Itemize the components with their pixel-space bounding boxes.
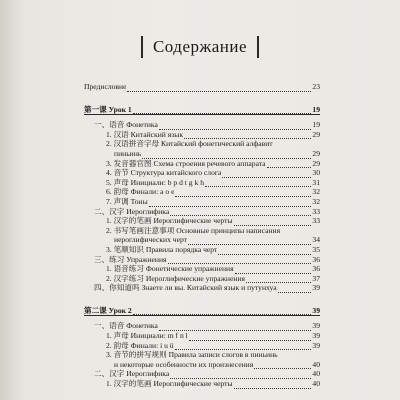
toc-entry bbox=[84, 274, 320, 284]
toc-entry-page: 36 bbox=[312, 254, 320, 264]
toc-entry-page: 19 bbox=[312, 104, 320, 114]
toc-entry-page: 33 bbox=[312, 216, 320, 226]
toc-entry-label: 二、汉字 Иероглифика bbox=[94, 206, 170, 216]
toc-entry-label: 3. 笔顺知识 Правила порядка черт bbox=[106, 244, 218, 254]
toc-entry bbox=[84, 369, 320, 379]
spacer bbox=[84, 293, 320, 306]
toc-entry bbox=[84, 197, 320, 207]
toc-entry-label: 5. 声母 Инициали: b p d t g k h bbox=[106, 177, 204, 187]
toc-entry-label: 1. 汉语 Китайский язык bbox=[106, 129, 184, 139]
toc-entry-page: 31 bbox=[312, 177, 320, 187]
toc-entry-page: 39 bbox=[312, 331, 320, 341]
dot-leader bbox=[246, 276, 311, 283]
dot-leader bbox=[170, 372, 311, 379]
toc-entry-label: и некоторые особенности их произнесения bbox=[114, 359, 254, 369]
toc-entry-label: 3. 音节的拼写规则 Правила записи слогов в пиньинь bbox=[106, 350, 278, 360]
dot-leader bbox=[222, 171, 311, 178]
title-wrap bbox=[0, 36, 400, 58]
toc-entry-label: 2. 书写笔画注意事项 Основные принципы написания bbox=[106, 225, 281, 235]
toc-entry bbox=[84, 264, 320, 274]
toc-entry-label: 1. 汉字的笔画 Иероглифические черты bbox=[106, 216, 233, 226]
dot-leader bbox=[159, 123, 312, 130]
toc-entry-page: 37 bbox=[312, 273, 320, 283]
table-of-contents bbox=[84, 82, 320, 389]
toc-entry bbox=[84, 245, 320, 255]
dot-leader bbox=[170, 209, 311, 216]
toc-entry-label: 一、语音 Фонетика bbox=[94, 321, 158, 331]
toc-entry-label: 7. 声调 Тоны bbox=[106, 196, 148, 206]
toc-entry bbox=[84, 139, 320, 149]
toc-entry-label: 二、汉字 Иероглифика bbox=[94, 369, 170, 379]
toc-entry-label: 第二课 Урок 2 bbox=[84, 305, 132, 315]
toc-entry-page: 35 bbox=[312, 244, 320, 254]
toc-entry bbox=[84, 350, 320, 360]
toc-entry bbox=[84, 149, 320, 159]
toc-entry-label: 第一课 Урок 1 bbox=[84, 104, 132, 114]
toc-entry-label: 四、你知道吗 Знаете ли вы. Китайский язык и путунхуа bbox=[94, 283, 277, 293]
page-title: Содержание bbox=[141, 36, 259, 58]
dot-leader bbox=[142, 152, 311, 159]
toc-entry-label: 2. 韵母 Финали: i u ü bbox=[106, 340, 174, 350]
dot-leader bbox=[133, 308, 312, 315]
toc-entry bbox=[84, 341, 320, 351]
toc-entry-page: 34 bbox=[312, 235, 320, 245]
toc-entry bbox=[84, 207, 320, 217]
toc-entry bbox=[84, 321, 320, 331]
toc-entry-label: иероглифических черт bbox=[114, 235, 187, 245]
toc-entry-page: 40 bbox=[312, 379, 320, 389]
toc-entry bbox=[84, 255, 320, 265]
toc-entry bbox=[84, 379, 320, 389]
toc-entry-page: 39 bbox=[312, 283, 320, 293]
toc-entry-label: 6. 韵母 Финали: a o e bbox=[106, 187, 175, 197]
toc-entry bbox=[84, 235, 320, 245]
dot-leader bbox=[234, 219, 312, 226]
toc-entry-page: 32 bbox=[312, 187, 320, 197]
toc-entry-page: 40 bbox=[312, 359, 320, 369]
dot-leader bbox=[254, 362, 311, 369]
toc-entry bbox=[84, 159, 320, 169]
toc-entry-label: 3. 发音器官图 Схема строения речевого аппарата bbox=[106, 158, 266, 168]
toc-entry-page: 33 bbox=[312, 206, 320, 216]
dot-leader bbox=[175, 190, 311, 197]
toc-entry bbox=[84, 130, 320, 140]
dot-leader bbox=[234, 382, 312, 389]
toc-entry bbox=[84, 283, 320, 293]
toc-entry-page: 30 bbox=[312, 168, 320, 178]
toc-entry-page: 29 bbox=[312, 158, 320, 168]
toc-entry bbox=[84, 120, 320, 130]
toc-entry bbox=[84, 226, 320, 236]
toc-entry-label: 1. 语音练习 Фонетические упражнения bbox=[106, 264, 234, 274]
toc-entry bbox=[84, 82, 320, 92]
toc-entry bbox=[84, 105, 320, 116]
toc-entry bbox=[84, 216, 320, 226]
toc-entry-page: 40 bbox=[312, 369, 320, 379]
spacer bbox=[84, 92, 320, 105]
toc-entry-label: 2. 汉字练习 Иероглифические упражнения bbox=[106, 273, 245, 283]
dot-leader bbox=[127, 85, 311, 92]
toc-entry-page: 23 bbox=[312, 82, 320, 91]
toc-entry-label: пиньинь bbox=[114, 148, 142, 158]
dot-leader bbox=[218, 248, 311, 255]
toc-entry-label: 一、语音 Фонетика bbox=[94, 120, 158, 130]
toc-entry-label: 4. 音节 Структура китайского слога bbox=[106, 168, 222, 178]
toc-entry-page: 29 bbox=[312, 129, 320, 139]
toc-entry bbox=[84, 187, 320, 197]
toc-entry-page: 39 bbox=[312, 340, 320, 350]
dot-leader bbox=[188, 238, 311, 245]
dot-leader bbox=[235, 267, 312, 274]
dot-leader bbox=[168, 257, 312, 264]
dot-leader bbox=[184, 132, 311, 139]
toc-entry bbox=[84, 331, 320, 341]
toc-entry-page: 29 bbox=[312, 148, 320, 158]
toc-entry bbox=[84, 306, 320, 317]
toc-entry-page: 39 bbox=[312, 305, 320, 315]
toc-entry-page: 39 bbox=[312, 321, 320, 331]
toc-entry bbox=[84, 360, 320, 370]
toc-entry-page: 36 bbox=[312, 264, 320, 274]
dot-leader bbox=[205, 180, 311, 187]
dot-leader bbox=[278, 286, 312, 293]
toc-entry bbox=[84, 178, 320, 188]
toc-entry-page: 32 bbox=[312, 196, 320, 206]
toc-entry-label: Предисловие bbox=[84, 82, 127, 91]
toc-entry-label: 1. 声母 Инициали: m f n l bbox=[106, 331, 188, 341]
toc-entry-label: 2. 汉语拼音字母 Китайский фонетический алфавит bbox=[106, 139, 273, 149]
dot-leader bbox=[175, 343, 312, 350]
dot-leader bbox=[149, 200, 312, 207]
dot-leader bbox=[189, 334, 312, 341]
toc-entry-label: 三、练习 Упражнения bbox=[94, 254, 167, 264]
toc-entry-label: 1. 汉字的笔画 Иероглифические черты bbox=[106, 379, 233, 389]
dot-leader bbox=[267, 161, 312, 168]
toc-entry bbox=[84, 168, 320, 178]
dot-leader bbox=[159, 324, 312, 331]
dot-leader bbox=[133, 107, 312, 114]
toc-entry-page: 19 bbox=[312, 120, 320, 130]
